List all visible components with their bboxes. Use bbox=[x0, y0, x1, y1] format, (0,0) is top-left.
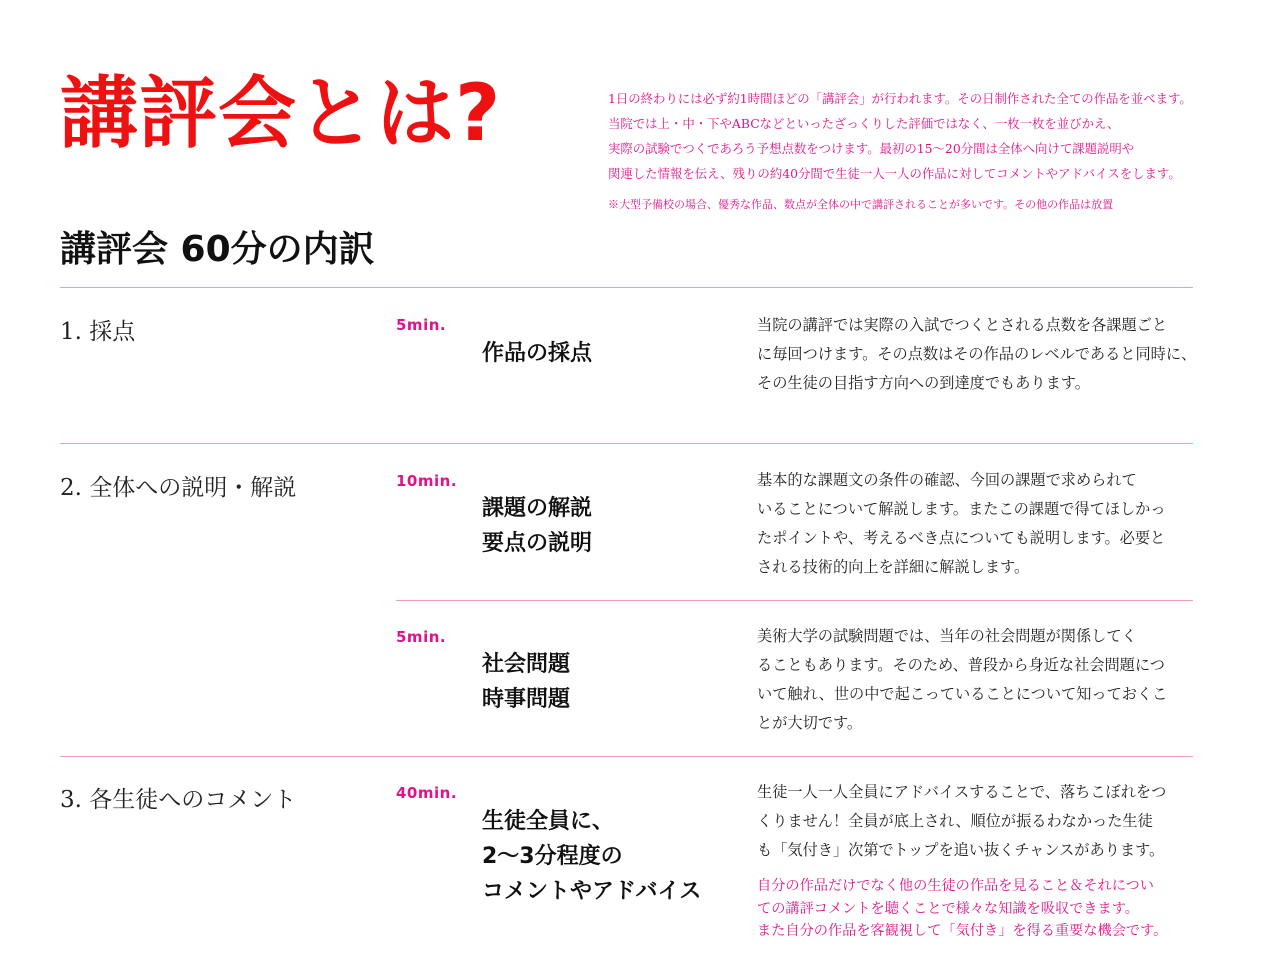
breakdown-heading: 講評会 60分の内訳 bbox=[60, 229, 375, 270]
topic-line: 時事問題 bbox=[482, 687, 571, 712]
divider bbox=[396, 600, 1193, 601]
page-title: 講評会とは? bbox=[60, 69, 502, 159]
highlight-line: ての講評コメントを聴くことで様々な知識を吸収できます。 bbox=[757, 900, 1139, 917]
topic-heading bbox=[482, 491, 592, 561]
topic-heading bbox=[482, 336, 592, 371]
intro-paragraph bbox=[608, 86, 1228, 186]
intro-line: 実際の試験でつくであろう予想点数をつけます。最初の15〜20分間は全体へ向けて課題説明や bbox=[608, 141, 1135, 156]
description-line: ることもあります。そのため、普段から身近な社会問題につ bbox=[757, 656, 1165, 674]
description bbox=[757, 622, 1197, 738]
description-line: も「気付き」次第でトップを追い抜くチャンスがあります。 bbox=[757, 841, 1165, 859]
topic-line: コメントやアドバイス bbox=[482, 879, 702, 904]
section-label-scoring: 1. 採点 bbox=[60, 319, 136, 345]
topic-line: 生徒全員に、 bbox=[482, 809, 615, 834]
description-line: いて触れ、世の中で起こっていることについて知っておくこ bbox=[757, 685, 1168, 703]
topic-heading bbox=[482, 804, 701, 909]
description-line: 生徒一人一人全員にアドバイスすることで、落ちこぼれをつ bbox=[757, 783, 1167, 801]
section-label-student-comments: 3. 各生徒へのコメント bbox=[60, 787, 297, 813]
description-line: に毎回つけます。その点数はその作品のレベルであると同時に、 bbox=[757, 345, 1197, 363]
topic-line: 課題の解説 bbox=[482, 496, 593, 521]
divider bbox=[60, 443, 1193, 444]
description-line: 当院の講評では実際の入試でつくとされる点数を各課題ごと bbox=[757, 316, 1168, 334]
divider bbox=[60, 756, 1193, 757]
duration-label: 5min. bbox=[396, 628, 447, 646]
duration-label: 10min. bbox=[396, 472, 458, 490]
topic-heading bbox=[482, 647, 570, 717]
topic-line: 社会問題 bbox=[482, 652, 571, 677]
highlight-description bbox=[757, 875, 1197, 943]
description-line: たポイントや、考えるべき点についても説明します。必要と bbox=[757, 529, 1166, 547]
highlight-line: 自分の作品だけでなく他の生徒の作品を見ること＆それについ bbox=[757, 878, 1154, 894]
description-line: 基本的な課題文の条件の確認、今回の課題で求められて bbox=[757, 471, 1137, 489]
description bbox=[757, 311, 1197, 398]
description-line: 美術大学の試験問題では、当年の社会問題が関係してく bbox=[757, 627, 1137, 645]
topic-line: 要点の説明 bbox=[482, 531, 593, 556]
intro-line: 関連した情報を伝え、残りの約40分間で生徒一人一人の作品に対してコメントやアドバイスをします。 bbox=[608, 166, 1181, 181]
description-line: される技術的向上を詳細に解説します。 bbox=[757, 558, 1030, 576]
intro-line: 1日の終わりには必ず約1時間ほどの「講評会」が行われます。その日制作された全ての作品を並べます。 bbox=[608, 91, 1192, 106]
description-line: その生徒の目指す方向への到達度でもあります。 bbox=[757, 374, 1090, 392]
description bbox=[757, 778, 1197, 865]
intro-note: ※大型予備校の場合、優秀な作品、数点が全体の中で講評されることが多いです。その他の作品は放置 bbox=[608, 198, 1114, 211]
highlight-line: また自分の作品を客観視して「気付き」を得る重要な機会です。 bbox=[757, 923, 1168, 939]
description-line: いることについて解説します。またこの課題で得てほしかっ bbox=[757, 500, 1166, 518]
intro-line: 当院では上・中・下やABCなどといったざっくりした評価ではなく、一枚一枚を並びかえ、 bbox=[608, 116, 1120, 131]
duration-label: 40min. bbox=[396, 784, 458, 802]
duration-label: 5min. bbox=[396, 316, 447, 334]
divider bbox=[60, 287, 1193, 288]
description-line: くりません！全員が底上され、順位が振るわなかった生徒 bbox=[757, 812, 1153, 830]
section-label-overall-explanation: 2. 全体への説明・解説 bbox=[60, 475, 297, 501]
topic-line: 2〜3分程度の bbox=[482, 844, 623, 869]
description-line: とが大切です。 bbox=[757, 714, 863, 732]
topic-line: 作品の採点 bbox=[482, 341, 593, 366]
description bbox=[757, 466, 1197, 582]
